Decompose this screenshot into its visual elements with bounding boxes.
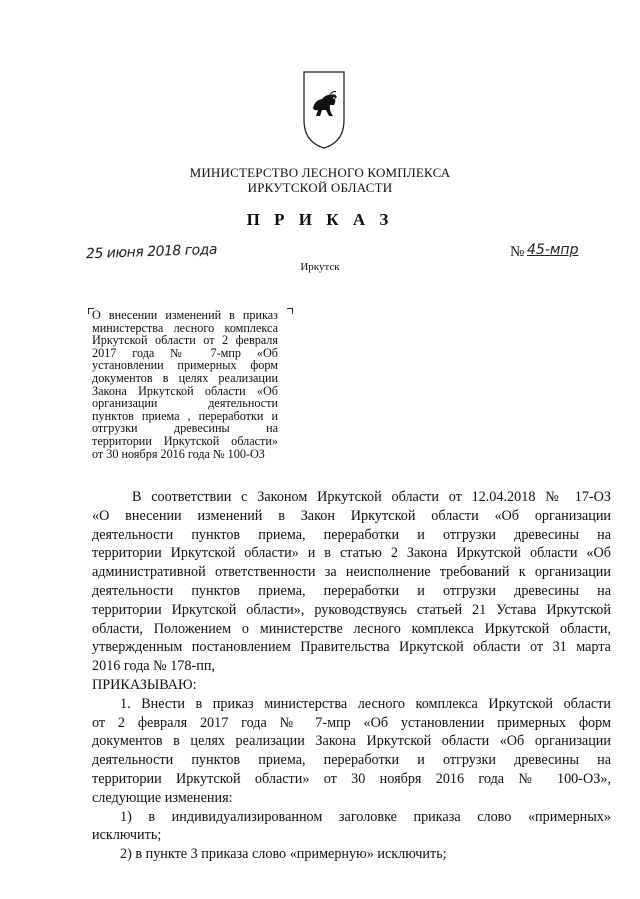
- subject-line: документов в целях реализации: [92, 370, 278, 385]
- preamble-line: утвержденным постановлением Правительства Иркутской области от 31 марта: [92, 639, 611, 656]
- handwritten-order-number: 45-мпр: [527, 242, 579, 258]
- subject-line: установлении примерных форм: [92, 358, 278, 373]
- sub1-line: исключить;: [92, 827, 162, 844]
- item1-line: деятельности пунктов приема, переработки и отгрузки древесины на: [92, 752, 611, 769]
- sub1-line: 1) в индивидуализированном заголовке приказа слово «примерных»: [120, 808, 611, 825]
- subject-line: пунктов приема , переработки и: [92, 408, 278, 423]
- subject-line: министерства лесного комплекса: [92, 320, 278, 335]
- order-word: ПРИКАЗЫВАЮ:: [92, 676, 197, 693]
- preamble-line: административной ответственности за неисполнение требований к организации: [92, 564, 611, 581]
- preamble-line: 2016 года № 178-пп,: [92, 658, 215, 675]
- city-name: Иркутск: [300, 261, 340, 273]
- item1-line: документов в целях реализации Закона Иркутской области «Об организации: [92, 733, 611, 750]
- subject-line: отгрузки древесины на: [92, 421, 278, 436]
- ministry-name-line1: МИНИСТЕРСТВО ЛЕСНОГО КОМПЛЕКСА: [189, 165, 451, 180]
- ministry-name-line2: ИРКУТСКОЙ ОБЛАСТИ: [247, 180, 393, 195]
- handwritten-date: 25 июня 2018 года: [85, 241, 218, 263]
- subject-block: [92, 309, 278, 460]
- item1-line: от 2 февраля 2017 года № 7-мпр «Об установлении примерных форм: [92, 714, 611, 731]
- preamble-line: В соответствии с Законом Иркутской области от 12.04.2018 № 17-ОЗ: [132, 489, 611, 505]
- item1-line: следующие изменения:: [92, 789, 233, 806]
- subject-line: Закона Иркутской области «Об: [92, 383, 278, 398]
- preamble-line: деятельности пунктов приема, переработки и отгрузки древесины на: [92, 526, 611, 543]
- subject-line: от 30 ноября 2016 года № 100-ОЗ: [92, 446, 265, 461]
- order-body: [92, 488, 611, 864]
- item1-line: 1. Внести в приказ министерства лесного комплекса Иркутской области: [120, 695, 611, 712]
- document-type-title: П Р И К А З: [246, 210, 394, 229]
- preamble-line: области, Положением о министерстве лесного комплекса Иркутской области,: [92, 620, 611, 637]
- preamble-line: территории Иркутской области» и в статью 2 Закона Иркутской области «Об: [92, 545, 611, 562]
- subject-line: 2017 года № 7-мпр «Об: [92, 345, 278, 360]
- subject-line: О внесении изменений в приказ: [92, 308, 278, 322]
- subject-line: Иркутской области от 2 февраля: [92, 333, 278, 348]
- item1-line: территории Иркутской области» от 30 ноября 2016 года № 100-ОЗ»,: [92, 770, 611, 787]
- preamble-line: территории Иркутской области», руководствуясь статьей 21 Устава Иркутской: [92, 601, 611, 618]
- subject-line: организации деятельности: [92, 396, 278, 411]
- subject-line: территории Иркутской области»: [92, 433, 278, 448]
- preamble-line: «О внесении изменений в Закон Иркутской области «Об организации: [92, 507, 611, 524]
- subject-bracket-right: [287, 308, 293, 314]
- sub2-line: 2) в пункте 3 приказа слово «примерную» исключить;: [120, 846, 447, 863]
- irkutsk-coat-of-arms-icon: [300, 68, 348, 152]
- number-sign: №: [510, 244, 525, 260]
- preamble-line: деятельности пунктов приема, переработки и отгрузки древесины на: [92, 582, 611, 599]
